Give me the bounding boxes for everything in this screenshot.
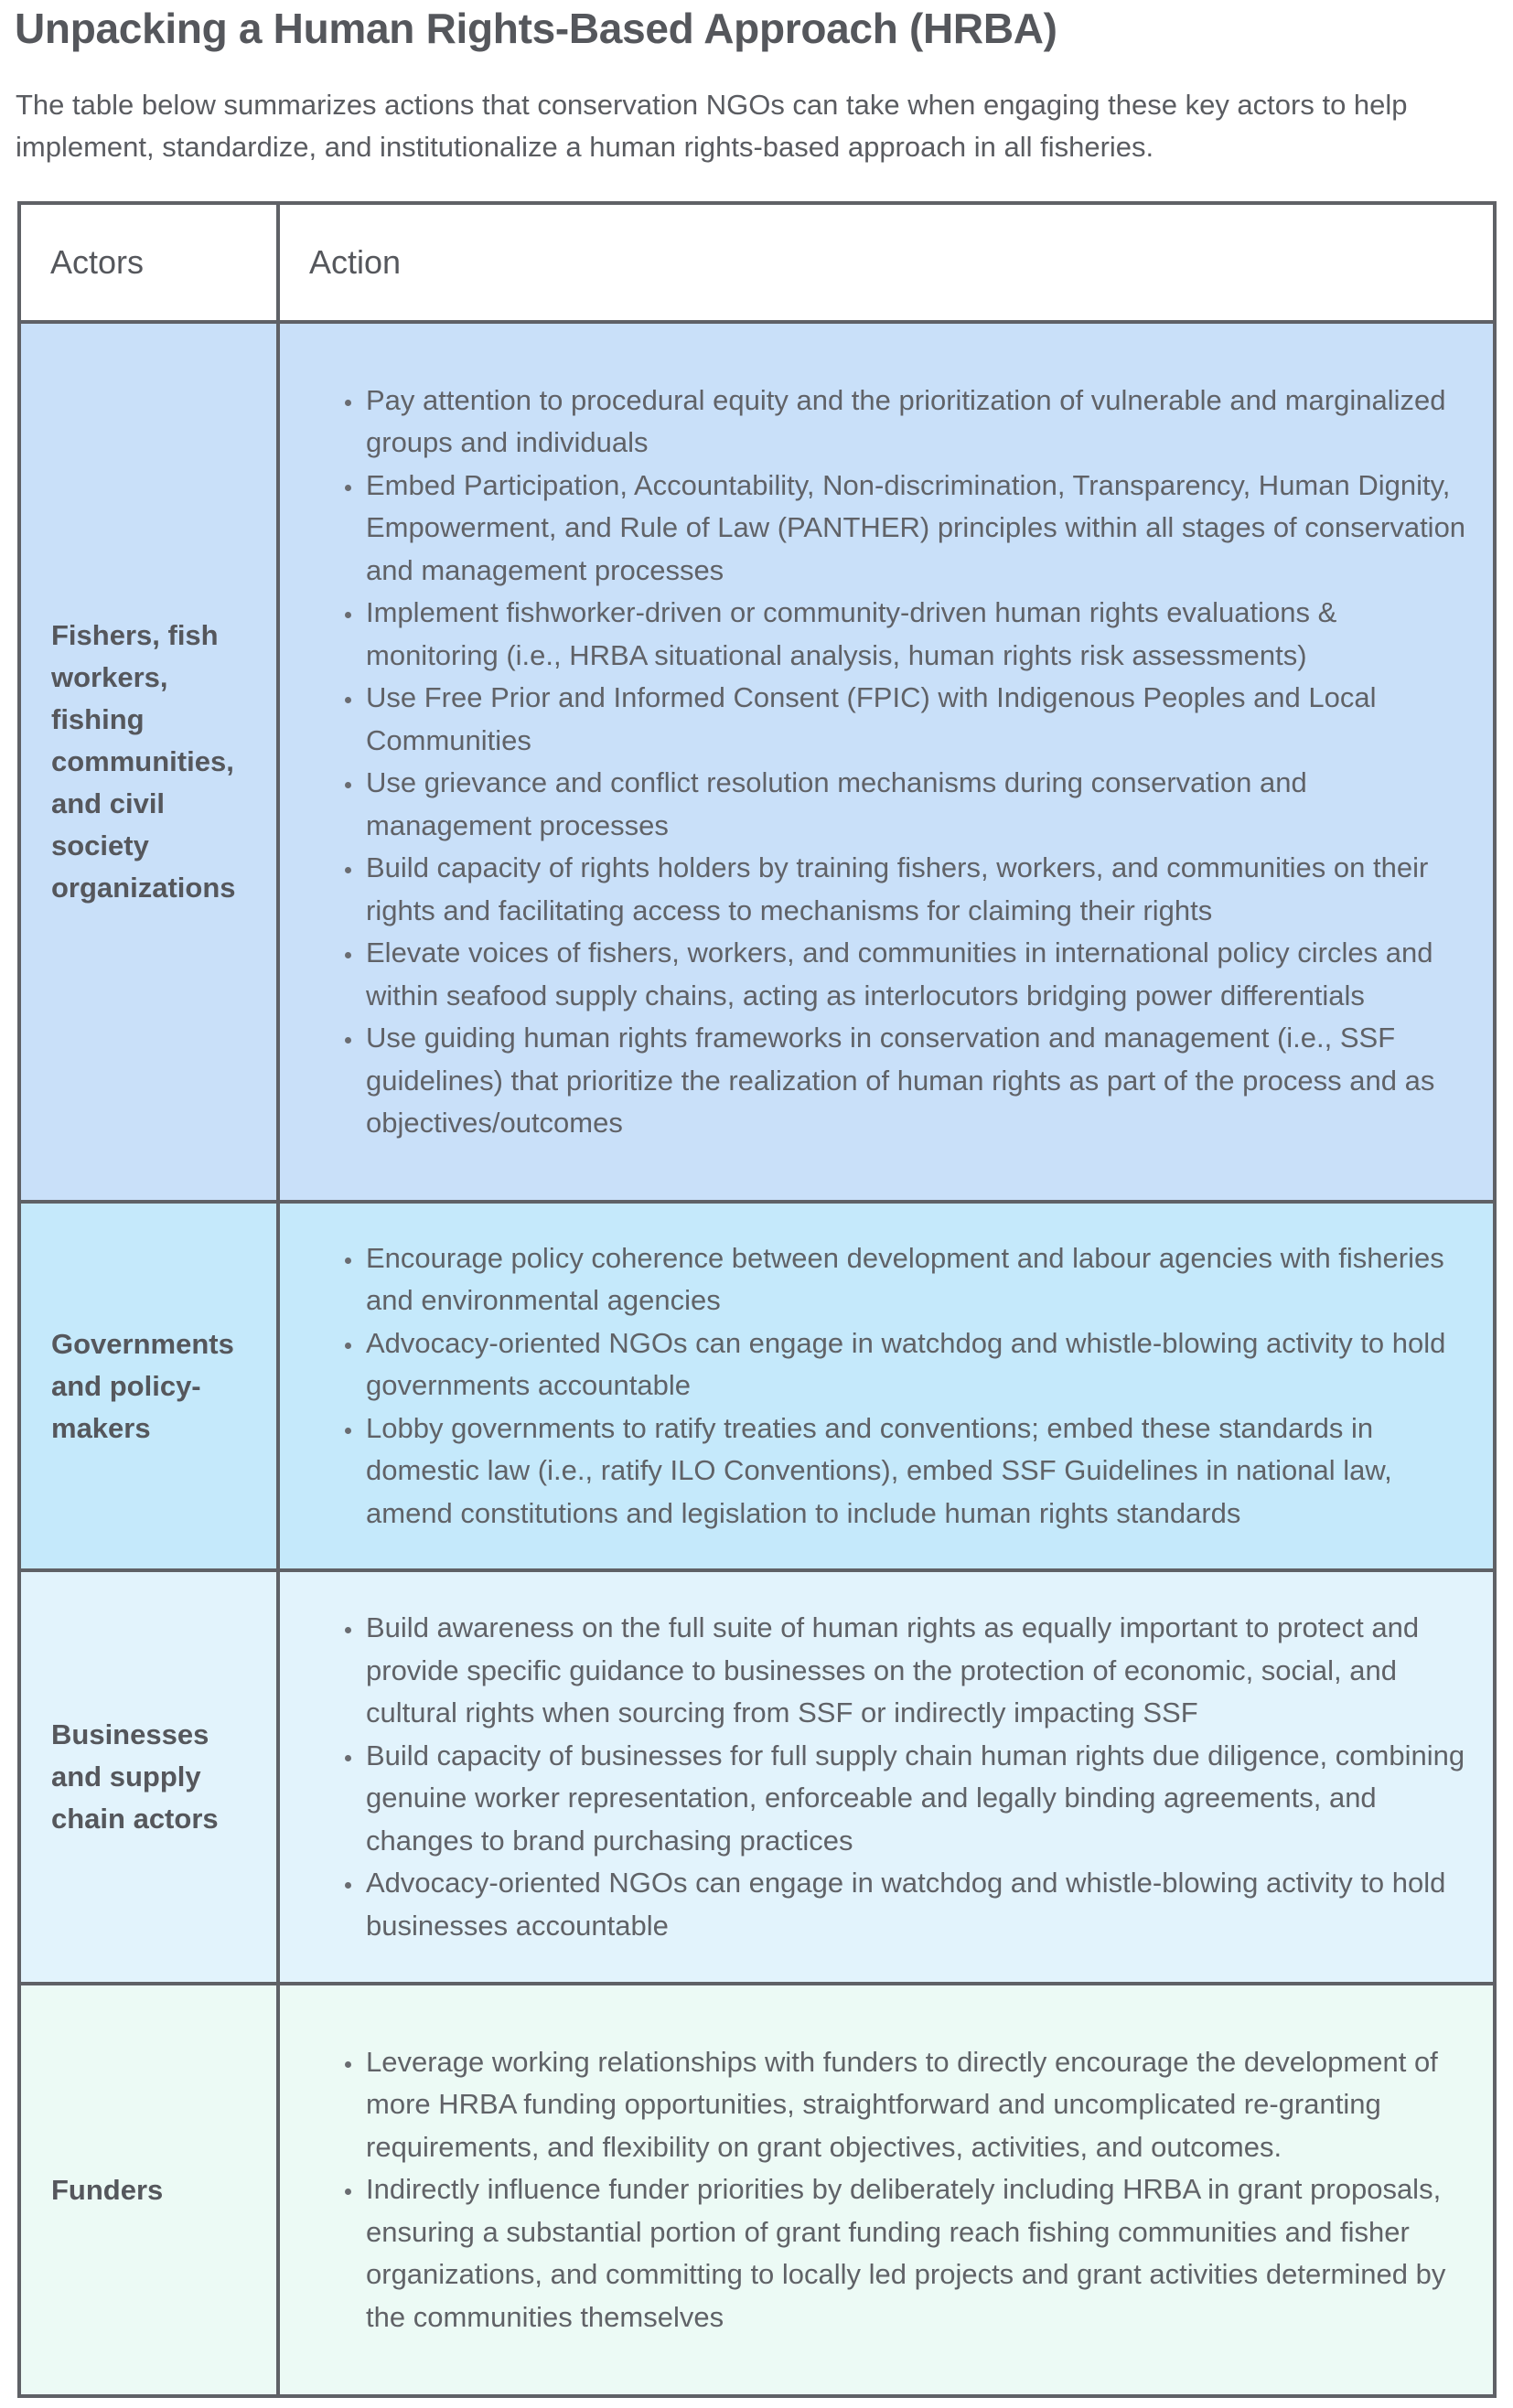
action-list-funders <box>280 2041 1493 2339</box>
action-cell <box>278 1570 1495 1984</box>
column-header-actors <box>19 203 278 322</box>
action-item: • Leverage working relationships with funders to directly encourage the development of more HRBA funding opportunities, straightforward and uncomplicated re-granting requirements, and flexibility on grant objectives, activities, and outcomes. <box>364 2041 1471 2169</box>
actor-cell <box>19 1570 278 1984</box>
action-item: • Use grievance and conflict resolution mechanisms during conservation and management processes <box>364 762 1471 847</box>
action-item: • Embed Participation, Accountability, Non-discrimination, Transparency, Human Dignity, Empowerment, and Rule of Law (PANTHER) principles within all stages of conservation and management processes <box>364 465 1471 593</box>
action-item: • Build awareness on the full suite of human rights as equally important to protect and provide specific guidance to businesses on the protection of economic, social, and cultural rights when sourcing from SSF or indirectly impacting SSF <box>364 1607 1471 1735</box>
action-item: • Advocacy-oriented NGOs can engage in watchdog and whistle-blowing activity to hold businesses accountable <box>364 1862 1471 1947</box>
table-row-governments <box>19 1202 1495 1570</box>
action-cell <box>278 1202 1495 1570</box>
action-item: • Encourage policy coherence between development and labour agencies with fisheries and environmental agencies <box>364 1237 1471 1322</box>
column-header-actors-label: Actors <box>50 243 145 281</box>
actor-cell <box>19 1984 278 2396</box>
action-cell <box>278 1984 1495 2396</box>
table-header-row <box>19 203 1495 322</box>
actor-label-governments: Governments and policy-makers <box>51 1327 234 1444</box>
page-title: Unpacking a Human Rights-Based Approach (HRBA) <box>15 5 1057 52</box>
action-list-businesses <box>280 1607 1493 1947</box>
table-row-fishers <box>19 322 1495 1202</box>
actor-cell <box>19 1202 278 1570</box>
actor-cell <box>19 322 278 1202</box>
intro-paragraph: The table below summarizes actions that conservation NGOs can take when engaging these key actors to help implement, standardize, and institutionalize a human rights-based approach in all fisheries. <box>16 89 1408 163</box>
action-list-fishers <box>280 380 1493 1145</box>
actor-label-funders: Funders <box>51 2173 164 2206</box>
action-item: • Build capacity of rights holders by training fishers, workers, and communities on their rights and facilitating access to mechanisms for claiming their rights <box>364 847 1471 932</box>
action-item: • Indirectly influence funder priorities by deliberately including HRBA in grant proposals, ensuring a substantial portion of grant funding reach fishing communities and fisher organizations, and committing to locally led projects and grant activities determined by the communities themselves <box>364 2168 1471 2338</box>
actor-label-fishers: Fishers, fish workers, fishing communities, and civil society organizations <box>51 619 236 904</box>
hrba-actions-table <box>17 201 1497 2398</box>
column-header-action-label: Action <box>309 243 402 281</box>
actor-label-businesses: Businesses and supply chain actors <box>51 1718 219 1835</box>
action-item: • Elevate voices of fishers, workers, and communities in international policy circles and within seafood supply chains, acting as interlocutors bridging power differentials <box>364 932 1471 1017</box>
action-item: • Use guiding human rights frameworks in conservation and management (i.e., SSF guidelines) that prioritize the realization of human rights as part of the process and as objectives/outcomes <box>364 1017 1471 1145</box>
action-item: • Advocacy-oriented NGOs can engage in watchdog and whistle-blowing activity to hold governments accountable <box>364 1322 1471 1407</box>
action-item: • Lobby governments to ratify treaties and conventions; embed these standards in domestic law (i.e., ratify ILO Conventions), embed SSF Guidelines in national law, amend constitutions and legislation to include human rights standards <box>364 1407 1471 1536</box>
action-item: • Implement fishworker-driven or community-driven human rights evaluations & monitoring (i.e., HRBA situational analysis, human rights risk assessments) <box>364 592 1471 677</box>
table-row-funders <box>19 1984 1495 2396</box>
action-item: • Build capacity of businesses for full supply chain human rights due diligence, combining genuine worker representation, enforceable and legally binding agreements, and changes to brand purchasing practices <box>364 1735 1471 1863</box>
action-list-governments <box>280 1237 1493 1536</box>
action-item: • Use Free Prior and Informed Consent (FPIC) with Indigenous Peoples and Local Communities <box>364 677 1471 762</box>
column-header-action <box>278 203 1495 322</box>
action-item: • Pay attention to procedural equity and the prioritization of vulnerable and marginalized groups and individuals <box>364 380 1471 465</box>
action-cell <box>278 322 1495 1202</box>
table-row-businesses <box>19 1570 1495 1984</box>
